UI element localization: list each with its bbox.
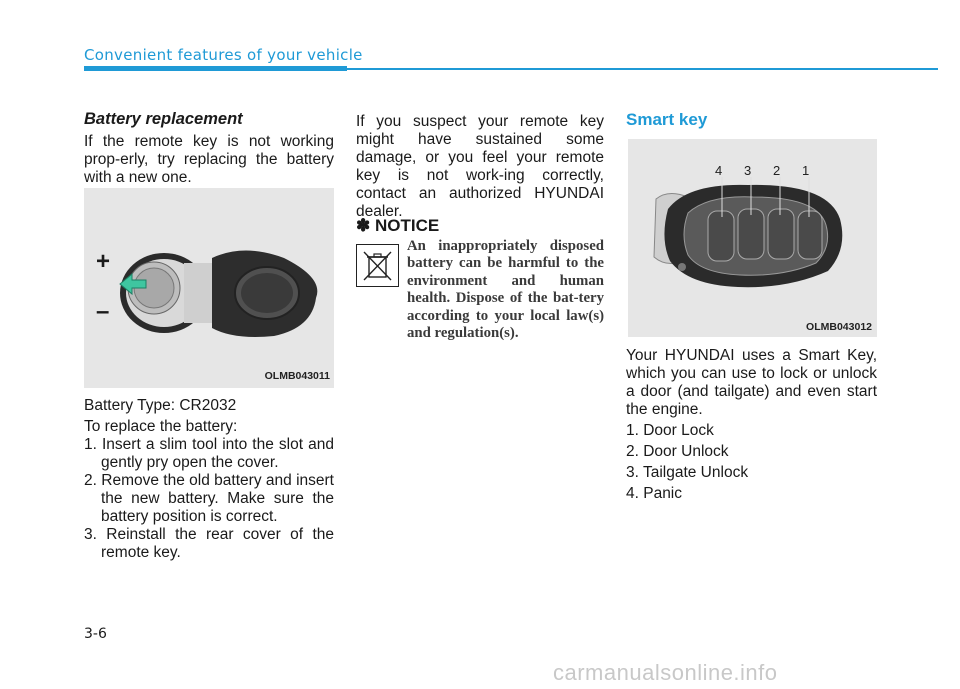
recycle-bin-icon [356, 244, 399, 287]
notice-heading: ✽ NOTICE [356, 216, 440, 235]
smart-key-figure [628, 139, 877, 337]
button-number-4: 4 [715, 163, 723, 178]
battery-steps [84, 397, 334, 562]
figure-code: OLMB043012 [806, 321, 872, 333]
battery-intro-text: If the remote key is not working prop-erly, try replacing the battery with a new one. [84, 133, 334, 186]
battery-type: Battery Type: CR2032 [84, 397, 237, 414]
smart-key-illustration [628, 139, 877, 337]
smart-key-item: 1. Door Lock [626, 422, 714, 439]
steps-intro: To replace the battery: [84, 418, 238, 435]
smart-key-paragraph [626, 347, 877, 503]
smart-key-item: 2. Door Unlock [626, 443, 729, 460]
button-number-1: 1 [802, 163, 810, 178]
smart-key-heading: Smart key [626, 110, 708, 129]
battery-intro [84, 133, 334, 187]
smart-key-item: 4. Panic [626, 485, 683, 502]
step-item: 3. Reinstall the rear cover of the remote key. [84, 526, 334, 561]
button-number-3: 3 [744, 163, 752, 178]
step-item: 2. Remove the old battery and insert the new battery. Make sure the battery position is correct. [84, 472, 334, 525]
watermark: carmanualsonline.info [553, 660, 778, 685]
smart-key-item: 3. Tailgate Unlock [626, 464, 749, 481]
battery-replacement-heading: Battery replacement [84, 110, 243, 128]
damage-paragraph [356, 113, 604, 221]
figure-code: OLMB043011 [264, 370, 330, 382]
step-item: 1. Insert a slim tool into the slot and gently pry open the cover. [84, 436, 334, 471]
header-rule-accent [84, 66, 347, 71]
smart-key-text: Your HYUNDAI uses a Smart Key, which you can use to lock or unlock a door (and tailgate) and even start the engine. [626, 347, 877, 418]
remote-key-battery-illustration [84, 188, 334, 388]
page-number: 3-6 [84, 626, 107, 642]
header-rule [347, 68, 938, 70]
section-title: Convenient features of your vehicle [84, 46, 363, 64]
button-number-2: 2 [773, 163, 781, 178]
plus-label: + [96, 248, 111, 275]
battery-figure [84, 188, 334, 388]
minus-label: – [96, 298, 110, 325]
notice-text: An inappropriately disposed battery can be harmful to the environment and human health. Dispose of the bat-tery according to your local law(s) and regulation(s). [407, 238, 604, 342]
damage-text: If you suspect your remote key might have sustained some damage, or you feel your remote key is not work-ing correctly, contact an authorized HYUNDAI dealer. [356, 113, 604, 220]
